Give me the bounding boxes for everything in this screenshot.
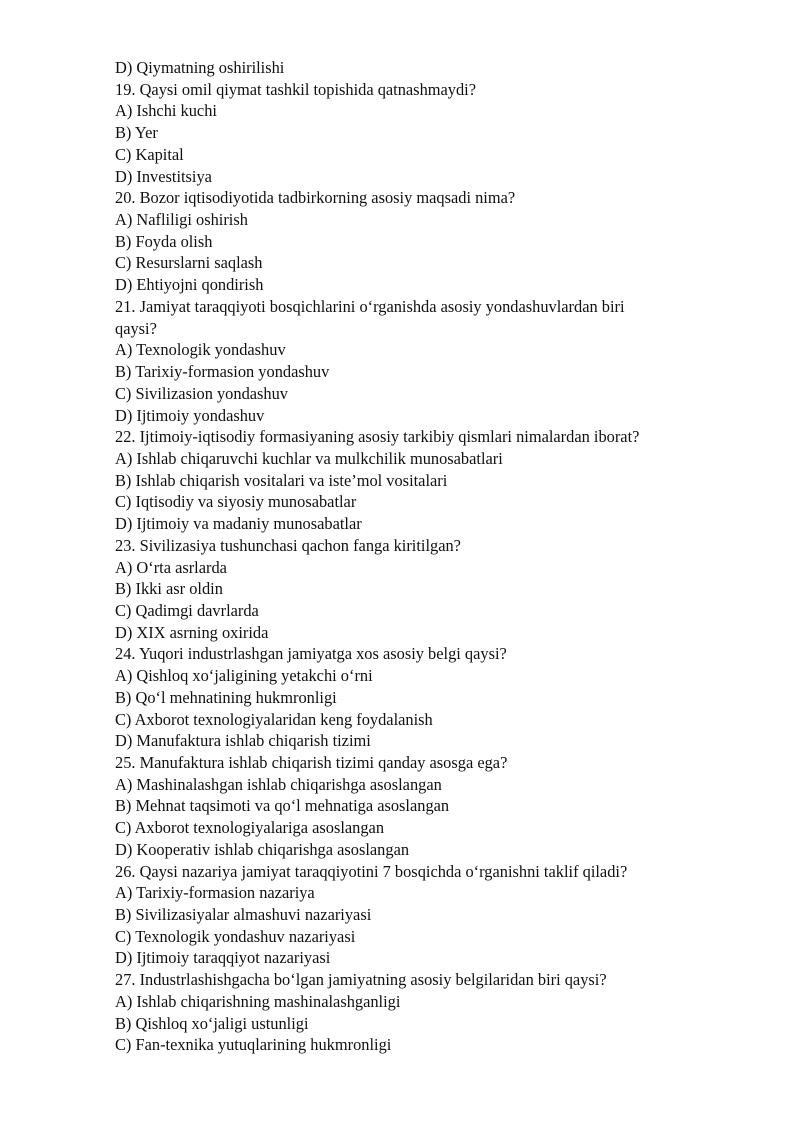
- text-line: B) Tarixiy-formasion yondashuv: [115, 362, 330, 382]
- text-line: C) Kapital: [115, 144, 184, 164]
- text-line: A) O‘rta asrlarda: [115, 557, 227, 577]
- text-line: B) Qo‘l mehnatining hukmronligi: [115, 687, 337, 707]
- quiz-text-body: [115, 57, 755, 1056]
- text-line: D) Ijtimoiy va madaniy munosabatlar: [115, 514, 362, 534]
- text-line: A) Tarixiy-formasion nazariya: [115, 883, 315, 903]
- text-line: C) Axborot texnologiyalariga asoslangan: [115, 818, 385, 838]
- text-line: A) Texnologik yondashuv: [115, 340, 286, 360]
- text-line: C) Resurslarni saqlash: [115, 253, 263, 273]
- text-line: C) Axborot texnologiyalaridan keng foydalanish: [115, 709, 433, 729]
- text-line: C) Sivilizasion yondashuv: [115, 383, 289, 403]
- text-line: D) Manufaktura ishlab chiqarish tizimi: [115, 731, 371, 751]
- text-line: D) Ijtimoiy yondashuv: [115, 405, 265, 425]
- text-line: 19. Qaysi omil qiymat tashkil topishida qatnashmaydi?: [115, 79, 477, 99]
- text-line: C) Qadimgi davrlarda: [115, 600, 259, 620]
- text-line: B) Ikki asr oldin: [115, 579, 223, 599]
- text-line: B) Ishlab chiqarish vositalari va iste’mol vositalari: [115, 470, 448, 490]
- text-line: A) Nafliligi oshirish: [115, 210, 248, 230]
- text-line: 26. Qaysi nazariya jamiyat taraqqiyotini 7 bosqichda o‘rganishni taklif qiladi?: [115, 861, 628, 881]
- text-line: 25. Manufaktura ishlab chiqarish tizimi qanday asosga ega?: [115, 753, 508, 772]
- text-line: A) Ishchi kuchi: [115, 101, 217, 121]
- text-line: D) Investitsiya: [115, 166, 212, 186]
- text-line: B) Yer: [115, 123, 158, 143]
- text-line: D) Qiymatning oshirilishi: [115, 58, 285, 77]
- text-line: A) Qishloq xo‘jaligining yetakchi o‘rni: [115, 666, 373, 686]
- text-line: B) Foyda olish: [115, 231, 213, 251]
- text-line: B) Sivilizasiyalar almashuvi nazariyasi: [115, 905, 372, 925]
- text-line: 27. Industrlashishgacha bo‘lgan jamiyatning asosiy belgilaridan biri qaysi?: [115, 970, 607, 990]
- text-line: D) Kooperativ ishlab chiqarishga asoslangan: [115, 839, 410, 859]
- text-line: A) Mashinalashgan ishlab chiqarishga asoslangan: [115, 774, 442, 794]
- text-line: D) Ehtiyojni qondirish: [115, 275, 264, 295]
- text-line: 23. Sivilizasiya tushunchasi qachon fanga kiritilgan?: [115, 535, 461, 555]
- text-line: C) Iqtisodiy va siyosiy munosabatlar: [115, 492, 357, 512]
- text-line: 24. Yuqori industrlashgan jamiyatga xos asosiy belgi qaysi?: [115, 644, 507, 664]
- text-line: 22. Ijtimoiy-iqtisodiy formasiyaning asosiy tarkibiy qismlari nimalardan iborat?: [115, 427, 640, 447]
- text-line: B) Qishloq xo‘jaligi ustunligi: [115, 1013, 309, 1033]
- text-line: A) Ishlab chiqaruvchi kuchlar va mulkchilik munosabatlari: [115, 448, 503, 468]
- text-line: 20. Bozor iqtisodiyotida tadbirkorning asosiy maqsadi nima?: [115, 188, 516, 208]
- text-line: C) Texnologik yondashuv nazariyasi: [115, 926, 356, 946]
- text-line: 21. Jamiyat taraqqiyoti bosqichlarini o‘rganishda asosiy yondashuvlardan biri: [115, 296, 625, 316]
- text-line: A) Ishlab chiqarishning mashinalashganligi: [115, 991, 401, 1011]
- text-line: B) Mehnat taqsimoti va qo‘l mehnatiga asoslangan: [115, 796, 450, 816]
- text-line: D) Ijtimoiy taraqqiyot nazariyasi: [115, 948, 331, 968]
- text-line: C) Fan-texnika yutuqlarining hukmronligi: [115, 1035, 392, 1055]
- text-line: qaysi?: [115, 318, 157, 338]
- text-line: D) XIX asrning oxirida: [115, 622, 269, 642]
